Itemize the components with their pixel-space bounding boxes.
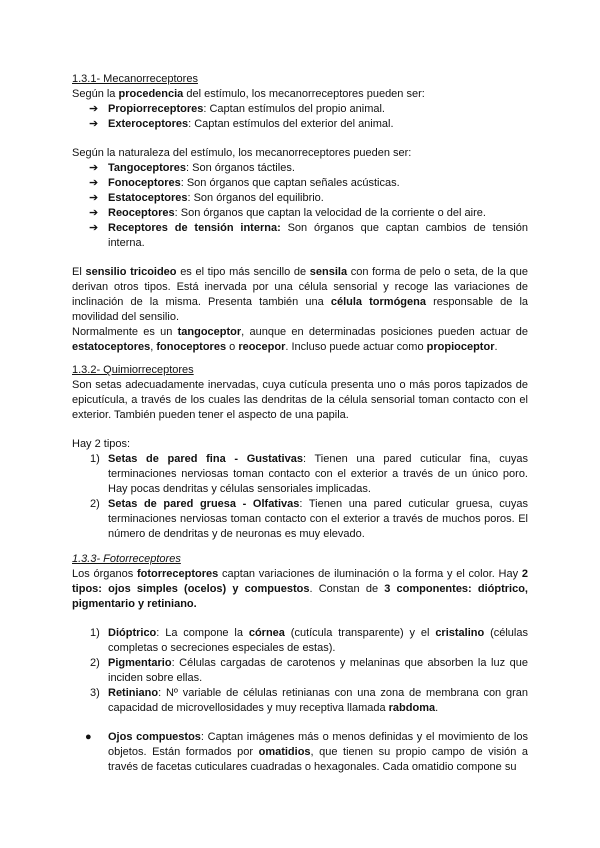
arrow-icon: ➔ <box>89 207 99 219</box>
arrow-icon: ➔ <box>89 192 99 204</box>
numbered-list <box>72 452 528 542</box>
list-item: 1) Setas de pared fina - Gustativas: Tienen una pared cuticular fina, cuyas terminaciones nerviosas toman contacto con el exterior a través de un único poro. Hay pocas dendritas y células sensoriales implicadas. <box>90 453 528 495</box>
document-content <box>72 72 528 775</box>
paragraph: Hay 2 tipos: <box>72 438 131 450</box>
list-item: ➔ Estatoceptores: Son órganos del equilibrio. <box>89 192 324 204</box>
paragraph: El sensilio tricoideo es el tipo más sencillo de sensila con forma de pelo o seta, de la que derivan otros tipos. Está inervada por una célula sensorial y recoge las variaciones de inclinación de la misma. Presenta también una célula tormógena responsable de la movilidad del sensilio. <box>72 266 529 323</box>
list-item: ➔ Tangoceptores: Son órganos táctiles. <box>89 162 295 174</box>
bullet-list <box>72 730 528 775</box>
list-item: ➔ Reoceptores: Son órganos que captan la velocidad de la corriente o del aire. <box>89 207 486 219</box>
paragraph: Según la naturaleza del estímulo, los mecanorreceptores pueden ser: <box>72 147 412 159</box>
arrow-list <box>72 102 528 132</box>
heading-fotorreceptores: 1.3.3- Fotorreceptores <box>72 553 181 565</box>
arrow-icon: ➔ <box>89 103 99 115</box>
paragraph: Normalmente es un tangoceptor, aunque en determinadas posiciones pueden actuar de estatoceptores, fonoceptores o reocepor. Incluso puede actuar como propioceptor. <box>72 326 529 353</box>
paragraph: Según la procedencia del estímulo, los mecanorreceptores pueden ser: <box>72 88 425 100</box>
list-item: ➔ Exteroceptores: Captan estímulos del exterior del animal. <box>89 118 394 130</box>
arrow-icon: ➔ <box>89 177 99 189</box>
list-item: ● Ojos compuestos: Captan imágenes más o menos definidas y el movimiento de los objetos. Están formados por omatidios, que tienen su propio campo de visión a través de facetas cuticulares cuadradas o hexagonales. Cada omatidio compone su <box>85 731 528 773</box>
list-item: ➔ Receptores de tensión interna: Son órganos que captan cambios de tensión interna. <box>89 222 528 249</box>
list-item: ➔ Propiorreceptores: Captan estímulos del propio animal. <box>89 103 385 115</box>
numbered-list <box>72 626 528 716</box>
arrow-list <box>72 161 528 251</box>
list-item: 1) Dióptrico: La compone la córnea (cutícula transparente) y el cristalino (células completas o secreciones especiales de estas). <box>90 627 528 654</box>
arrow-icon: ➔ <box>89 222 99 234</box>
paragraph: Los órganos fotorreceptores captan variaciones de iluminación o la forma y el color. Hay 2 tipos: ojos simples (ocelos) y compuestos. Constan de 3 componentes: dióptrico, pigmentario y retiniano. <box>72 568 528 610</box>
list-item: ➔ Fonoceptores: Son órganos que captan señales acústicas. <box>89 177 400 189</box>
heading-mecanorreceptores: 1.3.1- Mecanorreceptores <box>72 73 198 85</box>
list-item: 2) Setas de pared gruesa - Olfativas: Tienen una pared cuticular gruesa, cuyas terminaciones nerviosas toman contacto con el exterior a través de muchos poros. El número de dendritas y de neuronas es muy elevado. <box>90 498 528 540</box>
arrow-icon: ➔ <box>89 162 99 174</box>
bullet-icon: ● <box>85 731 92 743</box>
list-item: 3) Retiniano: Nº variable de células retinianas con una zona de membrana con gran capacidad de microvellosidades y muy receptiva llamada rabdoma. <box>90 687 528 714</box>
heading-quimiorreceptores: 1.3.2- Quimiorreceptores <box>72 364 194 376</box>
arrow-icon: ➔ <box>89 118 99 130</box>
list-item: 2) Pigmentario: Células cargadas de carotenos y melaninas que absorben la luz que inciden sobre ellas. <box>90 657 528 684</box>
paragraph: Son setas adecuadamente inervadas, cuya cutícula presenta uno o más poros tapizados de epicutícula, a través de los cuales las dendritas de la célula sensorial toman contacto con el exterior. También pueden tener el aspecto de una papila. <box>72 379 528 421</box>
